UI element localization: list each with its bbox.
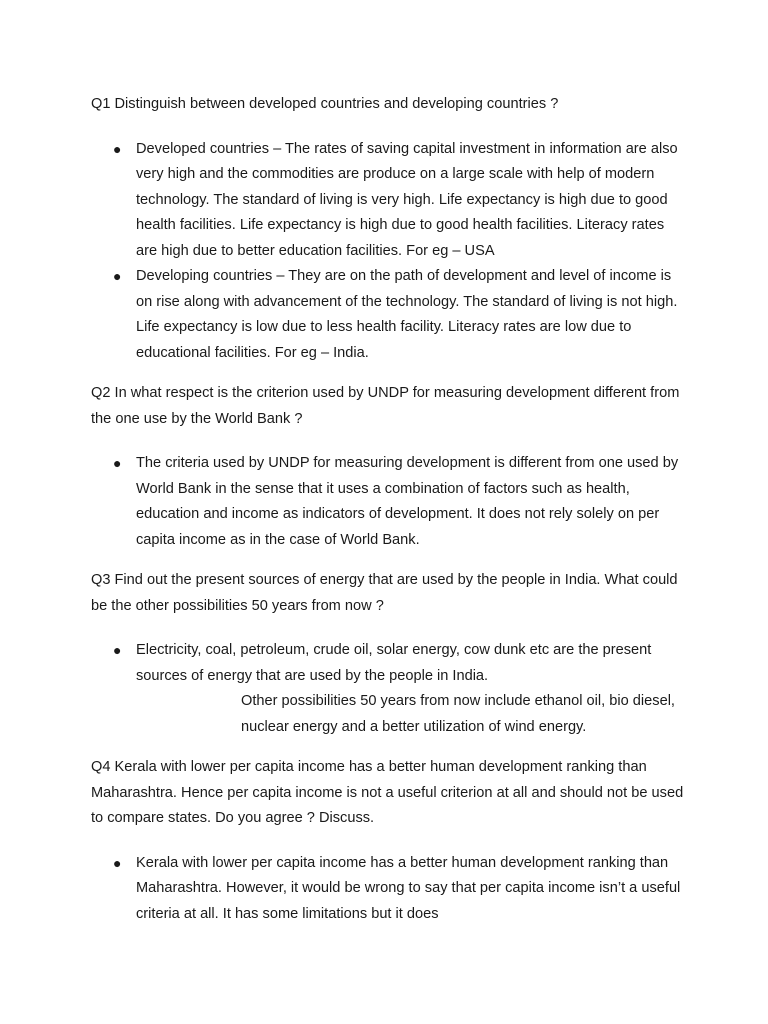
bullet-icon: ● [113, 140, 122, 157]
question-2: Q2 In what respect is the criterion used by UNDP for measuring development different from the one use by the World Bank ? [91, 385, 680, 427]
bullet-icon: ● [113, 854, 122, 871]
answer-text: Developed countries – The rates of saving capital investment in information are also very high and the commodities are produce on a large scale with help of modern technology. The standard of living is very high. Life expectancy is high due to good health facilities. Life expectancy is high due to good health facilities. Literacy rates are high due to better education facilities. For eg – USA [136, 140, 678, 259]
answer-text: The criteria used by UNDP for measuring development is different from one used by World Bank in the sense that it uses a combination of factors such as health, education and income as indicators of development. It does not rely solely on per capita income as in the case of World Bank. [136, 455, 679, 548]
list-item [91, 264, 688, 366]
list-item [91, 137, 688, 265]
answer-list-1 [91, 137, 688, 367]
answer-text-continued: Other possibilities 50 years from now include ethanol oil, bio diesel, nuclear energy and a better utilization of wind energy. [241, 693, 675, 735]
bullet-icon: ● [113, 455, 122, 471]
list-item [91, 451, 688, 553]
question-4: Q4 Kerala with lower per capita income has a better human development ranking than Maharashtra. Hence per capita income is not a useful criterion at all and should not be used to compare states. Do you agree ? Discuss. [91, 759, 684, 826]
answer-list-3 [91, 638, 688, 740]
bullet-icon: ● [113, 642, 122, 658]
answer-text: Electricity, coal, petroleum, crude oil, solar energy, cow dunk etc are the present sources of energy that are used by the people in India. [136, 642, 652, 684]
answer-list-4 [91, 851, 688, 928]
bullet-icon: ● [113, 268, 122, 284]
question-1: Q1 Distinguish between developed countries and developing countries ? [91, 96, 559, 112]
list-item [91, 851, 688, 928]
question-3: Q3 Find out the present sources of energy that are used by the people in India. What could be the other possibilities 50 years from now ? [91, 572, 678, 614]
answer-text: Developing countries – They are on the path of development and level of income is on rise along with advancement of the technology. The standard of living is not high. Life expectancy is low due to less health facility. Literacy rates are low due to educational facilities. For eg – India. [136, 268, 678, 361]
answer-text: Kerala with lower per capita income has a better human development ranking than Maharashtra. However, it would be wrong to say that per capita income isn’t a useful criteria at all. It has some limitations but it does [136, 854, 681, 922]
list-item [91, 638, 688, 740]
answer-list-2 [91, 451, 688, 553]
